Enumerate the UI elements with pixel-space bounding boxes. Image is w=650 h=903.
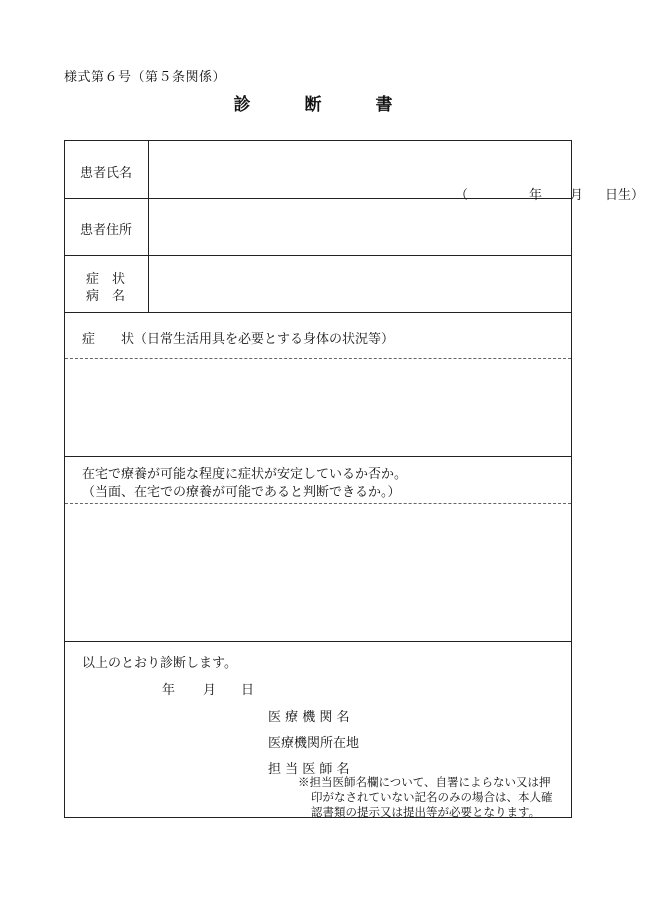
date-year-label: 年 (162, 683, 176, 698)
signature-note-line-2: 印がなされていない記名のみの場合は、本人確 (311, 790, 553, 804)
symptoms-disease-field[interactable] (149, 256, 571, 312)
date-month-label: 月 (203, 683, 217, 698)
home-care-question: 在宅で療養が可能な程度に症状が安定しているか否か。 (82, 467, 408, 482)
date-day-label: 日 (241, 683, 255, 698)
diagnosis-statement: 以上のとおり診断します。 (82, 656, 237, 671)
institution-address-label: 医療機関所在地 (268, 736, 360, 751)
doctor-name-label: 担 当 医 師 名 (268, 762, 350, 777)
patient-name-label: 患者氏名 (80, 166, 133, 181)
patient-address-label: 患者住所 (80, 223, 133, 238)
diagnosis-form-table (64, 140, 645, 819)
birth-month-label: 月 (570, 188, 584, 203)
home-care-question-sub: （当面、在宅での療養が可能であると判断できるか。） (82, 485, 401, 500)
home-care-answer-field[interactable] (65, 504, 571, 640)
row-divider (65, 312, 571, 313)
symptoms-heading: 症 状（日常生活用具を必要とする身体の状況等） (82, 332, 395, 347)
document-title (0, 90, 630, 115)
row-divider (65, 456, 571, 457)
symptoms-detail-field[interactable] (65, 359, 571, 455)
signature-note-line-3: 認書類の提示又は提出等が必要となります。 (311, 805, 541, 819)
birth-year-label: 年 (529, 188, 543, 203)
patient-name-field[interactable] (149, 141, 645, 203)
signature-note-line-1: ※担当医師名欄について、自署によらない又は押 (298, 775, 551, 789)
birth-paren-open: （ (455, 188, 469, 203)
title-char-1: 診 (233, 95, 255, 115)
form-number: 様式第６号（第５条関係） (64, 70, 227, 85)
row-divider (65, 641, 571, 642)
title-char-3: 書 (375, 95, 397, 115)
patient-address-field[interactable] (149, 199, 571, 255)
title-char-2: 断 (304, 95, 326, 115)
birth-day-label: 日生） (605, 188, 645, 203)
symptom-label: 症 状 (86, 272, 126, 287)
disease-name-label: 病 名 (86, 289, 126, 304)
institution-name-label: 医 療 機 関 名 (268, 710, 350, 725)
